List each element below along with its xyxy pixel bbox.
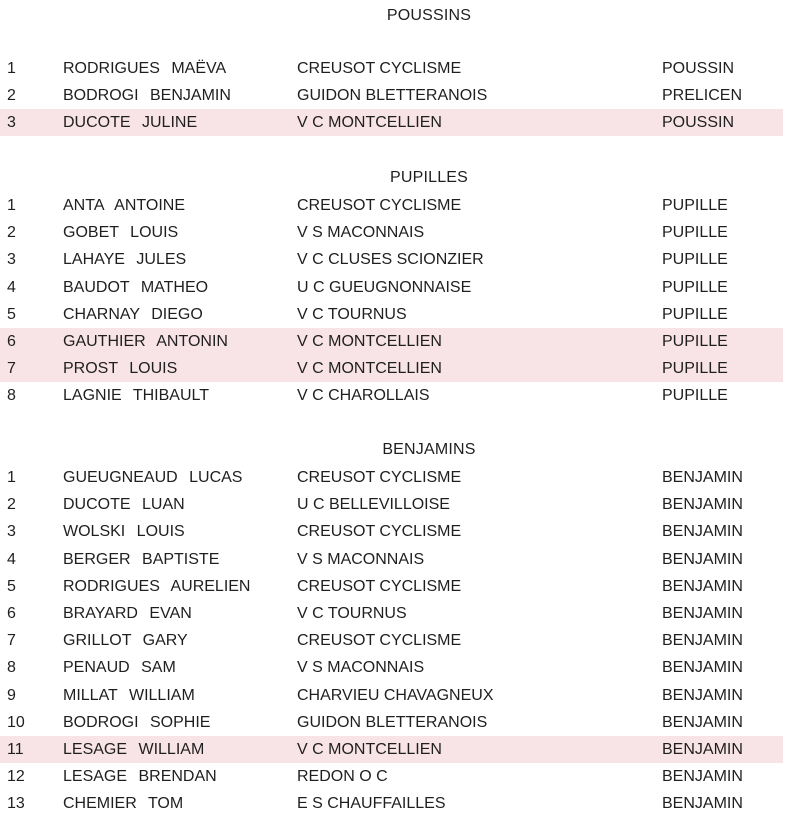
category-cell: POUSSIN: [662, 60, 735, 77]
result-row: [0, 491, 783, 518]
category-cell: PUPILLE: [662, 197, 728, 214]
club-cell: CREUSOT CYCLISME: [297, 469, 462, 486]
rank-cell: 12: [7, 768, 25, 786]
rider-name-cell: LESAGE BRENDAN: [63, 768, 217, 786]
rank-cell: 2: [7, 496, 16, 514]
rider-name-cell: PROST LOUIS: [63, 360, 178, 378]
rider-name-cell: MILLAT WILLIAM: [63, 686, 195, 704]
club-cell: CREUSOT CYCLISME: [297, 60, 462, 77]
club-cell: CREUSOT CYCLISME: [297, 632, 462, 650]
result-row: [0, 682, 783, 709]
rider-name-cell: BERGER BAPTISTE: [63, 550, 220, 568]
rider-name-cell: WOLSKI LOUIS: [63, 523, 185, 541]
rider-name-cell: CHARNAY DIEGO: [63, 305, 203, 323]
club-cell: V C MONTCELLIEN: [297, 360, 442, 378]
rank-cell: 4: [7, 550, 16, 568]
club-cell: CREUSOT CYCLISME: [297, 577, 462, 595]
club-cell: REDON O C: [297, 768, 388, 786]
rider-name-cell: BAUDOT MATHEO: [63, 278, 209, 296]
rider-name-cell: ANTA ANTOINE: [63, 197, 185, 214]
result-row: [0, 109, 783, 136]
rider-name-cell: CHEMIER TOM: [63, 795, 184, 813]
result-row: [0, 301, 783, 328]
result-row: [0, 546, 783, 573]
rank-cell: 3: [7, 251, 16, 269]
club-cell: CREUSOT CYCLISME: [297, 197, 462, 214]
rank-cell: 3: [7, 523, 16, 541]
result-row: [0, 736, 783, 763]
result-row: [0, 600, 783, 627]
rider-name-cell: GUEUGNEAUD LUCAS: [63, 469, 243, 486]
club-cell: V C MONTCELLIEN: [297, 114, 442, 132]
result-row: [0, 573, 783, 600]
category-cell: PUPILLE: [662, 360, 728, 378]
rank-cell: 5: [7, 577, 16, 595]
rider-name-cell: LESAGE WILLIAM: [63, 741, 205, 758]
club-cell: V C MONTCELLIEN: [297, 741, 442, 758]
rider-name-cell: GRILLOT GARY: [63, 632, 188, 650]
rank-cell: 8: [7, 387, 16, 405]
rank-cell: 1: [7, 60, 16, 77]
category-cell: PUPILLE: [662, 333, 728, 350]
category-cell: PUPILLE: [662, 278, 728, 296]
rider-name-cell: DUCOTE LUAN: [63, 496, 185, 514]
rank-cell: 7: [7, 632, 16, 650]
club-cell: V S MACONNAIS: [297, 659, 425, 677]
club-cell: V S MACONNAIS: [297, 550, 425, 568]
rank-cell: 10: [7, 713, 25, 731]
club-cell: CREUSOT CYCLISME: [297, 523, 462, 541]
rider-name-cell: PENAUD SAM: [63, 659, 176, 677]
club-cell: E S CHAUFFAILLES: [297, 795, 446, 813]
rider-name-cell: RODRIGUES AURELIEN: [63, 577, 251, 595]
rank-cell: 11: [7, 741, 24, 758]
category-cell: PUPILLE: [662, 305, 728, 323]
rank-cell: 5: [7, 305, 16, 323]
rank-cell: 2: [7, 224, 16, 242]
rider-name-cell: LAGNIE THIBAULT: [63, 387, 209, 405]
category-cell: POUSSIN: [662, 114, 735, 132]
result-row: [0, 274, 783, 301]
category-cell: BENJAMIN: [662, 741, 743, 758]
category-cell: BENJAMIN: [662, 713, 743, 731]
club-cell: V C MONTCELLIEN: [297, 333, 442, 350]
rider-name-cell: RODRIGUES MAËVA: [63, 60, 227, 77]
category-cell: BENJAMIN: [662, 632, 743, 650]
result-row: [0, 55, 783, 82]
result-row: [0, 219, 783, 246]
rider-name-cell: GAUTHIER ANTONIN: [63, 333, 228, 350]
result-row: [0, 763, 783, 790]
rider-name-cell: LAHAYE JULES: [63, 251, 187, 269]
result-row: [0, 654, 783, 681]
category-cell: BENJAMIN: [662, 577, 743, 595]
rank-cell: 9: [7, 686, 16, 704]
rank-cell: 1: [7, 469, 16, 486]
category-cell: BENJAMIN: [662, 496, 743, 514]
club-cell: V C CLUSES SCIONZIER: [297, 251, 484, 269]
rank-cell: 6: [7, 605, 16, 622]
result-row: [0, 464, 783, 491]
category-cell: BENJAMIN: [662, 795, 743, 813]
category-cell: BENJAMIN: [662, 550, 743, 568]
rank-cell: 1: [7, 197, 16, 214]
rank-cell: 7: [7, 360, 16, 378]
rider-name-cell: GOBET LOUIS: [63, 224, 179, 242]
club-cell: V C TOURNUS: [297, 605, 407, 622]
club-cell: GUIDON BLETTERANOIS: [297, 87, 488, 105]
section-title: BENJAMINS: [382, 441, 476, 458]
result-row: [0, 82, 783, 109]
rider-name-cell: DUCOTE JULINE: [63, 114, 198, 132]
rank-cell: 3: [7, 114, 16, 132]
result-row: [0, 627, 783, 654]
category-cell: BENJAMIN: [662, 768, 743, 786]
section-title: PUPILLES: [389, 169, 469, 186]
rank-cell: 8: [7, 659, 16, 677]
rider-name-cell: BODROGI SOPHIE: [63, 713, 211, 731]
club-cell: V C CHAROLLAIS: [297, 387, 430, 405]
category-cell: PUPILLE: [662, 224, 728, 242]
club-cell: V S MACONNAIS: [297, 224, 425, 242]
rank-cell: 4: [7, 278, 16, 296]
club-cell: V C TOURNUS: [297, 305, 407, 323]
club-cell: GUIDON BLETTERANOIS: [297, 713, 488, 731]
result-row: [0, 382, 783, 409]
result-row: [0, 790, 783, 817]
section-title: POUSSINS: [386, 7, 472, 24]
club-cell: U C GUEUGNONNAISE: [297, 278, 472, 296]
category-cell: PRELICEN: [662, 87, 743, 105]
category-cell: BENJAMIN: [662, 469, 743, 486]
result-row: [0, 355, 783, 382]
rank-cell: 2: [7, 87, 16, 105]
category-cell: BENJAMIN: [662, 659, 743, 677]
rider-name-cell: BODROGI BENJAMIN: [63, 87, 231, 105]
result-row: [0, 246, 783, 273]
club-cell: U C BELLEVILLOISE: [297, 496, 450, 514]
result-row: [0, 328, 783, 355]
result-row: [0, 518, 783, 545]
result-row: [0, 192, 783, 219]
category-cell: PUPILLE: [662, 251, 728, 269]
result-row: [0, 709, 783, 736]
category-cell: PUPILLE: [662, 387, 728, 405]
category-cell: BENJAMIN: [662, 605, 743, 622]
rank-cell: 13: [7, 795, 25, 813]
category-cell: BENJAMIN: [662, 686, 743, 704]
category-cell: BENJAMIN: [662, 523, 743, 541]
rider-name-cell: BRAYARD EVAN: [63, 605, 192, 622]
rank-cell: 6: [7, 333, 16, 350]
club-cell: CHARVIEU CHAVAGNEUX: [297, 686, 494, 704]
